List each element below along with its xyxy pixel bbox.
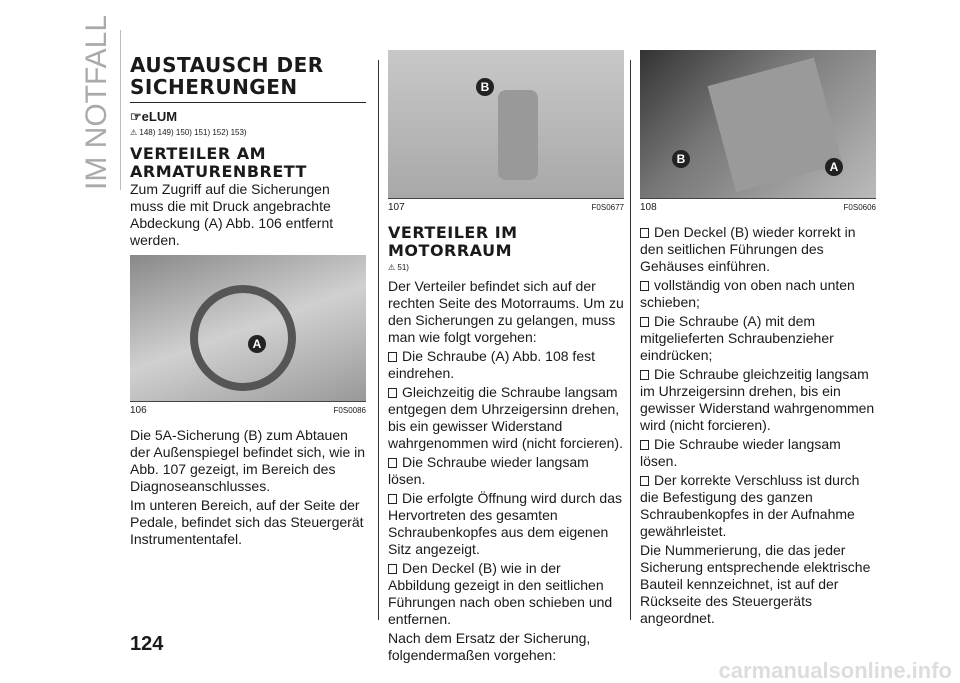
- paragraph: Nach dem Ersatz der Sicherung, folgendermaßen vorgehen:: [388, 630, 591, 663]
- bullet-list: [388, 348, 624, 628]
- column-divider: [378, 60, 379, 620]
- column-1: [130, 50, 366, 550]
- warning-refs: ⚠ 148) 149) 150) 151) 152) 153): [130, 128, 247, 137]
- column-2: [388, 50, 624, 666]
- paragraph: Im unteren Bereich, auf der Seite der Pedale, befindet sich das Steuergerät Instrumententafel.: [130, 497, 364, 547]
- warning-icon: ⚠: [130, 128, 138, 137]
- section-title: AUSTAUSCH DER SICHERUNGEN: [130, 54, 366, 103]
- list-item: Die Schraube gleichzeitig langsam im Uhrzeigersinn drehen, bis ein gewisser Widerstand wahrgenommen wird (nicht forcieren).: [640, 366, 875, 433]
- caution-icon: ⚠: [388, 263, 396, 272]
- list-item: Der korrekte Verschluss ist durch die Befestigung des ganzen Schraubenkopfes in der Aufnahme gewährleistet.: [640, 472, 860, 539]
- figure-106-image: [130, 255, 366, 402]
- subsection-title: VERTEILER IM MOTORRAUM: [388, 223, 518, 260]
- page-number: 124: [130, 633, 164, 655]
- bullet-list: [640, 224, 876, 540]
- column-divider: [630, 60, 631, 620]
- list-item: Gleichzeitig die Schraube langsam entgegen dem Uhrzeigersinn drehen, bis ein gewisser Widerstand wahrgenommen wird (nicht forcieren).: [388, 384, 623, 451]
- label-b: B: [672, 150, 690, 168]
- list-item: Den Deckel (B) wieder korrekt in den seitlichen Führungen des Gehäuses einführen.: [640, 224, 856, 274]
- paragraph: Die 5A-Sicherung (B) zum Abtauen der Außenspiegel befindet sich, wie in Abb. 107 gezeigt, im Bereich des Diagnoseanschlusses.: [130, 427, 366, 494]
- watermark: carmanualsonline.info: [718, 658, 952, 683]
- warning-refs: ⚠ 51): [388, 263, 409, 272]
- figure-caption: 107 F0S0677: [388, 202, 624, 213]
- list-item: Die Schraube (A) Abb. 108 fest eindrehen.: [388, 348, 595, 381]
- label-b: B: [476, 78, 494, 96]
- subsection-title: VERTEILER AM ARMATURENBRETT: [130, 144, 307, 181]
- elum-logo: ☞eLUM: [130, 109, 178, 124]
- list-item: Die Schraube wieder langsam lösen.: [640, 436, 841, 469]
- list-item: Die erfolgte Öffnung wird durch das Hervortreten des gesamten Schraubenkopfes aus dem eigenen Sitz angezeigt.: [388, 490, 622, 557]
- label-a: A: [825, 158, 843, 176]
- paragraph: Die Nummerierung, die das jeder Sicherung entsprechende elektrische Bauteil kennzeichnet, ist auf der Rückseite des Steuergeräts angeordnet.: [640, 542, 871, 626]
- side-divider: [120, 30, 121, 190]
- section-side-title: IM NOTFALL: [80, 14, 113, 190]
- paragraph: Der Verteiler befindet sich auf der rechten Seite des Motorraums. Um zu den Sicherungen zu gelangen, muss man wie folgt vorgehen:: [388, 278, 624, 345]
- list-item: Die Schraube wieder langsam lösen.: [388, 454, 589, 487]
- label-a: A: [248, 335, 266, 353]
- list-item: Den Deckel (B) wie in der Abbildung gezeigt in den seitlichen Führungen nach oben schieben und entfernen.: [388, 560, 613, 627]
- column-3: [640, 50, 876, 629]
- figure-108-image: [640, 50, 876, 199]
- figure-107-image: [388, 50, 624, 199]
- figure-caption: 106 F0S0086: [130, 405, 366, 416]
- list-item: vollständig von oben nach unten schieben;: [640, 277, 855, 310]
- figure-caption: 108 F0S0606: [640, 202, 876, 213]
- list-item: Die Schraube (A) mit dem mitgelieferten Schraubenzieher eindrücken;: [640, 313, 834, 363]
- paragraph: Zum Zugriff auf die Sicherungen muss die mit Druck angebrachte Abdeckung (A) Abb. 106 entfernt werden.: [130, 181, 334, 248]
